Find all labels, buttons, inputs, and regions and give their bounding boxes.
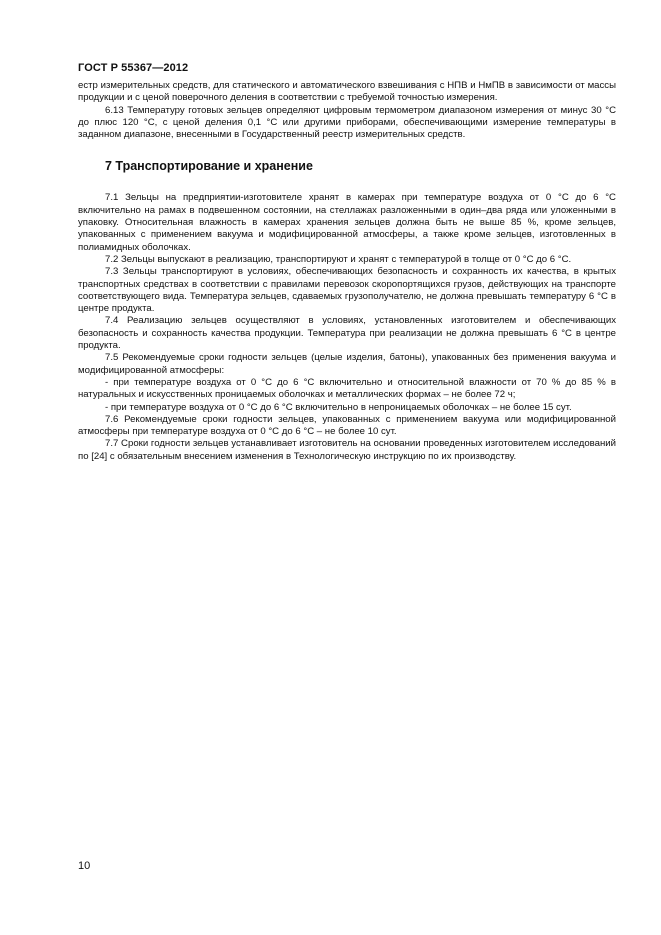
paragraph-7-4: 7.4 Реализацию зельцев осуществляют в условиях, установленных изготовителем и обеспечивающих безопасность и сохранность качества продукции. Температура при реализации не должна превышать 6 °С в центре продукта. bbox=[78, 315, 616, 352]
list-item-7-5-b: - при температуре воздуха от 0 °С до 6 °С включительно в непроницаемых оболочках – не более 15 сут. bbox=[105, 401, 572, 413]
paragraph-7-6: 7.6 Рекомендуемые сроки годности зельцев, упакованных с применением вакуума или модифицированной атмосферы при температуре воздуха от 0 °С до 6 °С – не более 10 сут. bbox=[78, 413, 616, 438]
paragraph-6-13: 6.13 Температуру готовых зельцев определяют цифровым термометром диапазоном измерения от минус 30 °С до плюс 120 °С, с ценой деления 0,1 °С или другими приборами, обеспечивающими измерение температуры в заданном диапазоне, внесенными в Государственный реестр измерительных средств. bbox=[78, 104, 616, 141]
document-header: ГОСТ Р 55367—2012 bbox=[78, 62, 189, 74]
paragraph-7-1: 7.1 Зельцы на предприятии-изготовителе хранят в камерах при температуре воздуха от 0 °С до 6 °С включительно на рамах в подвешенном состоянии, на стеллажах разложенными в один–два ряда или уложенными в упаковку. Относительная влажность в камерах хранения зельцев должна быть не выше 85 %, кроме зельцев, упакованных с применением вакуума и модифицированной атмосферы, а также кроме зельцев, изготовленных в полиамидных оболочках. bbox=[78, 192, 616, 253]
paragraph-7-3: 7.3 Зельцы транспортируют в условиях, обеспечивающих безопасность и сохранность их качества, в крытых транспортных средствах в соответствии с правилами перевозок скоропортящихся грузов, действующих на транспорте соответствующего вида. Температура зельцев, сдаваемых грузополучателю, не должна превышать температуру 6 °С в центре продукта. bbox=[78, 266, 616, 315]
list-item-7-5-a: - при температуре воздуха от 0 °С до 6 °С включительно и относительной влажности от 70 % до 85 % в натуральных и искусственных проницаемых оболочках и металлических формах – не более 72 ч; bbox=[78, 376, 616, 401]
paragraph-7-7: 7.7 Сроки годности зельцев устанавливает изготовитель на основании проведенных изготовителем исследований по [24] с обязательным внесением изменения в Технологическую инструкцию по их производству. bbox=[78, 438, 616, 462]
page-number: 10 bbox=[78, 860, 91, 872]
paragraph-7-5: 7.5 Рекомендуемые сроки годности зельцев (целые изделия, батоны), упакованных без применения вакуума и модифицированной атмосферы: bbox=[78, 352, 616, 376]
section-title: 7 Транспортирование и хранение bbox=[105, 159, 313, 174]
paragraph-continuation: естр измерительных средств, для статического и автоматического взвешивания с НПВ и НмПВ в зависимости от массы продукции и с ценой поверочного деления в соответствии с требуемой точностью измерения. bbox=[78, 80, 616, 104]
paragraph-7-2: 7.2 Зельцы выпускают в реализацию, транспортируют и хранят с температурой в толще от 0 °С до 6 °С. bbox=[105, 253, 572, 265]
page-content bbox=[78, 80, 616, 463]
